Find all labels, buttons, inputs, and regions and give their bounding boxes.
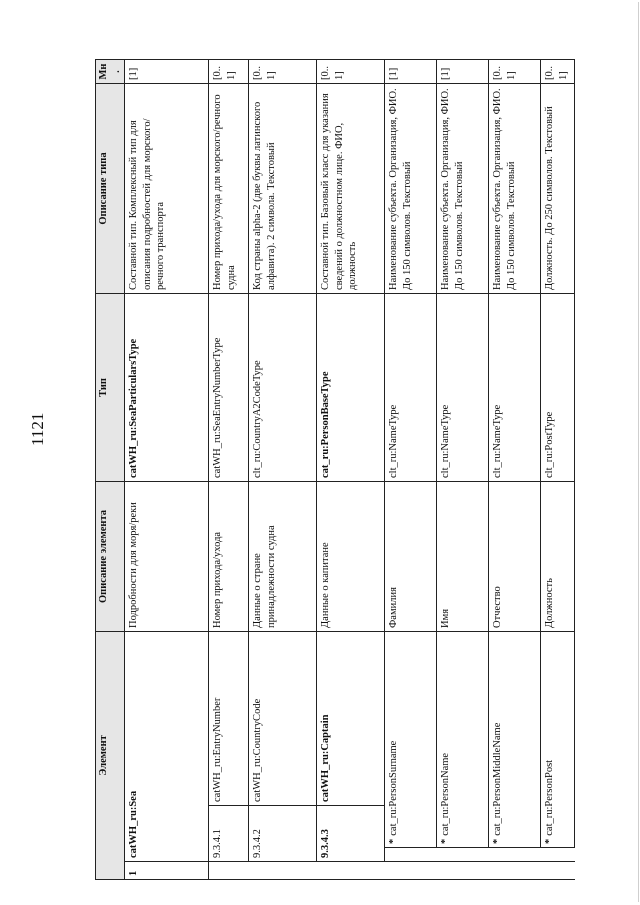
indent-spacer [541, 848, 575, 862]
element-type: clt_ru:NameType [489, 294, 541, 482]
row-number: 1 [125, 862, 209, 880]
page-number: 1121 [28, 412, 47, 446]
multiplicity: [0..1] [489, 60, 541, 84]
element-name: *cat_ru:PersonMiddleName [489, 632, 541, 848]
element-name: catWH_ru:CountryCode [249, 632, 317, 806]
type-description: Наименование субъекта. Организация, ФИО. До 150 символов. Текстовый [437, 84, 489, 294]
element-type: catWH_ru:SeaParticularsType [125, 294, 209, 482]
type-description: Наименование субъекта. Организация, ФИО. До 150 символов. Текстовый [489, 84, 541, 294]
element-description: Фамилия [385, 482, 437, 632]
indent-spacer [317, 862, 385, 880]
indent-spacer [541, 862, 575, 880]
type-description: Наименование субъекта. Организация, ФИО. До 150 символов. Текстовый [385, 84, 437, 294]
table-row [249, 60, 317, 880]
element-type: clt_ru:NameType [437, 294, 489, 482]
spec-table [95, 59, 575, 880]
element-name: *cat_ru:PersonName [437, 632, 489, 848]
element-description: Данные о стране принадлежности судна [249, 482, 317, 632]
table-row [385, 60, 437, 880]
element-name: catWH_ru:Captain [317, 632, 385, 806]
element-description: Отчество [489, 482, 541, 632]
element-type: cat_ru:PersonBaseType [317, 294, 385, 482]
element-description: Номер прихода/ухода [209, 482, 249, 632]
row-number: 9.3.4.2 [249, 806, 317, 862]
multiplicity: [1] [437, 60, 489, 84]
element-description: Имя [437, 482, 489, 632]
table-row [317, 60, 385, 880]
indent-spacer [489, 848, 541, 862]
indent-spacer [385, 848, 437, 862]
header-multiplicity: Мн. [96, 60, 125, 84]
row-number: 9.3.4.3 [317, 806, 385, 862]
element-name: *cat_ru:PersonSurname [385, 632, 437, 848]
header-type: Тип [96, 294, 125, 482]
table-row [541, 60, 575, 880]
indent-spacer [437, 862, 489, 880]
type-description: Составной тип. Базовый класс для указания сведений о должностном лице. ФИО, должность [317, 84, 385, 294]
element-type: clt_ru:PostType [541, 294, 575, 482]
element-name: *cat_ru:PersonPost [541, 632, 575, 848]
indent-spacer [437, 848, 489, 862]
indent-spacer [209, 862, 249, 880]
type-description: Составной тип. Комплексный тип для описания подробностей для морского/речного транспорта [125, 84, 209, 294]
table-row [125, 60, 209, 880]
element-name: catWH_ru:EntryNumber [209, 632, 249, 806]
type-description: Должность. До 250 символов. Текстовый [541, 84, 575, 294]
element-description: Подробности для моря/реки [125, 482, 209, 632]
element-type: clt_ru:NameType [385, 294, 437, 482]
multiplicity: [0..1] [209, 60, 249, 84]
indent-spacer [385, 862, 437, 880]
table-header-row [96, 60, 125, 880]
rotated-table-container [95, 60, 569, 880]
type-description: Номер прихода/ухода для морского/речного судна [209, 84, 249, 294]
element-type: clt_ru:CountryA2CodeType [249, 294, 317, 482]
multiplicity: [1] [125, 60, 209, 84]
table-row [437, 60, 489, 880]
table-row [209, 60, 249, 880]
header-type-description: Описание типа [96, 84, 125, 294]
multiplicity: [0..1] [541, 60, 575, 84]
multiplicity: [0..1] [249, 60, 317, 84]
header-element: Элемент [96, 632, 125, 880]
indent-spacer [489, 862, 541, 880]
multiplicity: [0..1] [317, 60, 385, 84]
element-description: Данные о капитане [317, 482, 385, 632]
indent-spacer [249, 862, 317, 880]
row-number: 9.3.4.1 [209, 806, 249, 862]
table-row [489, 60, 541, 880]
header-description: Описание элемента [96, 482, 125, 632]
type-description: Код страны alpha-2 (две буквы латинского алфавита). 2 символа. Текстовый [249, 84, 317, 294]
element-description: Должность [541, 482, 575, 632]
element-name: catWH_ru:Sea [125, 632, 209, 862]
multiplicity: [1] [385, 60, 437, 84]
element-type: catWH_ru:SeaEntryNumberType [209, 294, 249, 482]
